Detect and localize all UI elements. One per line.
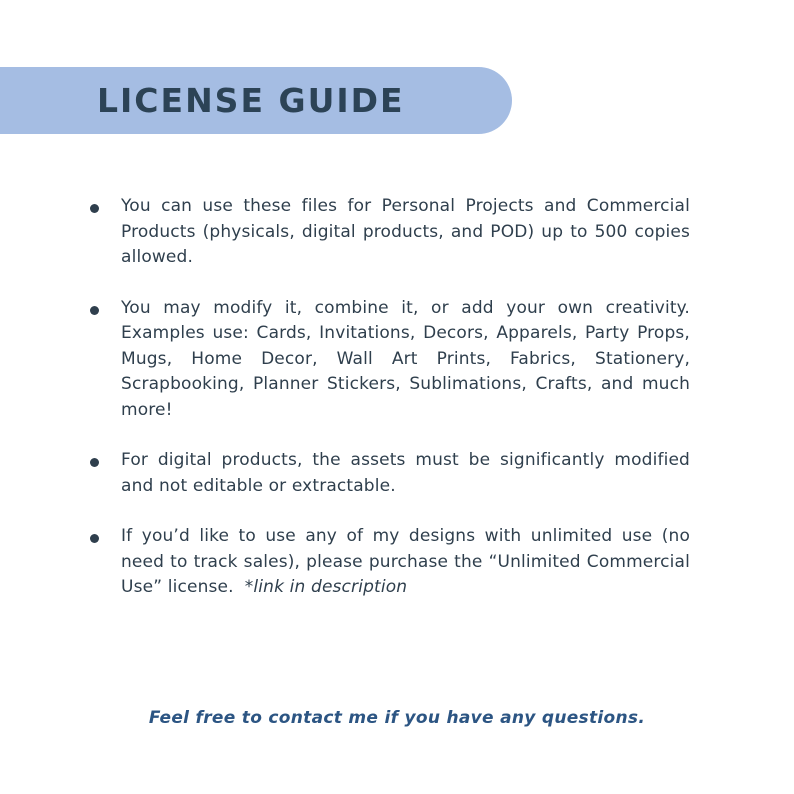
list-item [90, 448, 690, 499]
bullet-icon [90, 458, 99, 467]
contact-note: Feel free to contact me if you have any questions. [148, 708, 646, 728]
bullet-icon [90, 534, 99, 543]
bullet-icon [90, 204, 99, 213]
link-note: *link in description [244, 577, 408, 597]
bullet-icon [90, 306, 99, 315]
list-item [90, 296, 690, 424]
list-item [90, 524, 690, 601]
list-item-text-wrapper [121, 524, 690, 601]
list-item-text: If you’d like to use any of my designs with unlimited use (no need to track sales), please purchase the “Unlimited Commercial Use” license. [121, 526, 690, 597]
list-item [90, 194, 690, 271]
list-item-text: You may modify it, combine it, or add your own creativity. Examples use: Cards, Invitations, Decors, Apparels, Party Props, Mugs, Home Decor, Wall Art Prints, Fabrics, Stationery, Scrapbooking, Planner Stickers, Sublimations, Crafts, and much more! [121, 297, 690, 420]
license-guide-list [90, 194, 690, 626]
page-title: LICENSE GUIDE [97, 81, 405, 120]
list-item-text: You can use these files for Personal Projects and Commercial Products (physicals, digital products, and POD) up to 500 copies allowed. [121, 196, 690, 267]
list-item-text: For digital products, the assets must be significantly modified and not editable or extractable. [121, 450, 690, 496]
